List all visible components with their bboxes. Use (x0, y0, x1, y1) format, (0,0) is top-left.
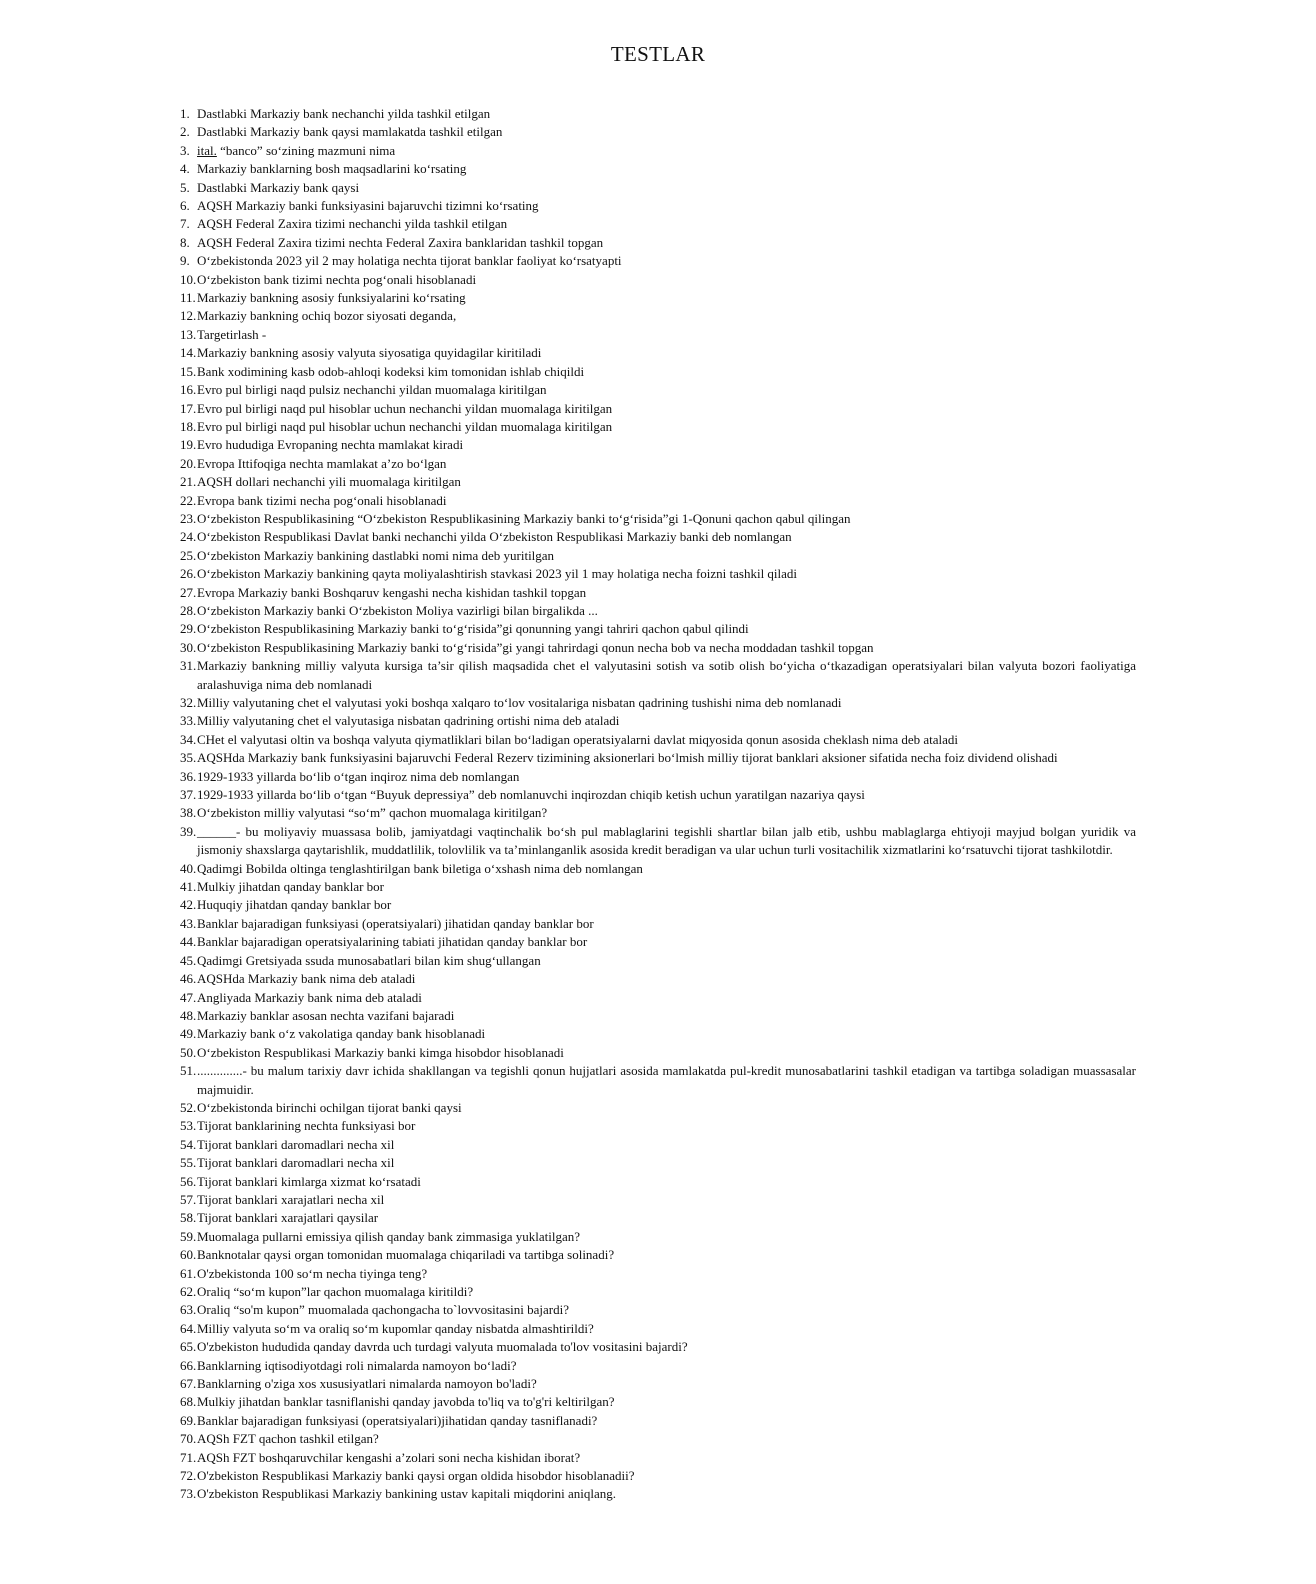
question-number: 67. (180, 1376, 197, 1392)
question-number: 46. (180, 971, 197, 987)
question-number: 56. (180, 1173, 197, 1189)
question-text: O‘zbekiston Respublikasining “O‘zbekiston Respublikasining Markaziy banki to‘g‘risida”gi 1-Qonuni qachon qabul qilingan (197, 510, 851, 526)
question-text: AQSh FZT qachon tashkil etilgan? (197, 1431, 379, 1447)
list-item (180, 1246, 1136, 1264)
list-item (180, 289, 1136, 307)
question-text: Qadimgi Gretsiyada ssuda munosabatlari bilan kim shug‘ullangan (197, 952, 541, 968)
question-text: Markaziy bankning milliy valyuta kursiga ta’sir qilish maqsadida chet el valyutasini sotish va sotib olish bo‘yicha o‘tkazadigan operatsiyalari bilan valyuta bozori faoliyatiga aralashuviga nima deb nomlanadi (197, 658, 1136, 692)
list-item (180, 1209, 1136, 1227)
question-text: Dastlabki Markaziy bank qaysi mamlakatda tashkil etilgan (197, 124, 503, 140)
list-item (180, 1062, 1136, 1099)
question-number: 24. (180, 529, 197, 545)
question-number: 55. (180, 1155, 197, 1171)
question-text: AQSH Markaziy banki funksiyasini bajaruvchi tizimni ko‘rsating (197, 198, 539, 214)
list-item (180, 1393, 1136, 1411)
list-item (180, 436, 1136, 454)
list-item (180, 1265, 1136, 1283)
question-prefix: ital. (197, 142, 217, 158)
list-item (180, 1320, 1136, 1338)
question-text: Evro pul birligi naqd pulsiz nechanchi yildan muomalaga kiritilgan (197, 382, 547, 398)
question-text: O‘zbekiston Respublikasining Markaziy banki to‘g‘risida”gi yangi tahrirdagi qonun necha bob va necha moddadan tashkil topgan (197, 639, 874, 655)
question-text: Evropa bank tizimi necha pog‘onali hisoblanadi (197, 492, 447, 508)
question-text: Evro pul birligi naqd pul hisoblar uchun nechanchi yildan muomalaga kiritilgan (197, 400, 613, 416)
list-item (180, 731, 1136, 749)
question-number: 19. (180, 437, 197, 453)
question-text: Markaziy bank o‘z vakolatiga qanday bank hisoblanadi (197, 1026, 486, 1042)
question-text: Markaziy bankning ochiq bozor siyosati deganda, (197, 308, 457, 324)
question-number: 63. (180, 1302, 197, 1318)
question-number: 61. (180, 1265, 197, 1281)
question-text: Mulkiy jihatdan banklar tasniflanishi qanday javobda to'liq va to'g'ri keltirilgan? (197, 1394, 615, 1410)
question-number: 43. (180, 915, 197, 931)
list-item (180, 234, 1136, 252)
question-text: O'zbekiston hududida qanday davrda uch turdagi valyuta muomalada to'lov vositasini bajardi? (197, 1339, 688, 1355)
question-text: Banklarning iqtisodiyotdagi roli nimalarda namoyon bo‘ladi? (197, 1357, 517, 1373)
list-item (180, 602, 1136, 620)
question-number: 51. (180, 1063, 197, 1079)
list-item (180, 1412, 1136, 1430)
question-text: O‘zbekiston Markaziy banki O‘zbekiston Moliya vazirligi bilan birgalikda ... (197, 602, 598, 618)
list-item (180, 105, 1136, 123)
list-item (180, 804, 1136, 822)
question-number: 17. (180, 400, 197, 416)
list-item (180, 1228, 1136, 1246)
question-text: Banklar bajaradigan funksiyasi (operatsiyalari) jihatidan qanday banklar bor (197, 915, 594, 931)
question-text: Tijorat banklari daromadlari necha xil (197, 1136, 395, 1152)
question-number: 18. (180, 418, 197, 434)
list-item (180, 1449, 1136, 1467)
question-text: Evropa Markaziy banki Boshqaruv kengashi necha kishidan tashkil topgan (197, 584, 587, 600)
question-text: Evropa Ittifoqiga nechta mamlakat a’zo bo‘lgan (197, 455, 447, 471)
list-item (180, 1301, 1136, 1319)
question-number: 32. (180, 695, 197, 710)
list-item (180, 197, 1136, 215)
question-number: 10. (180, 271, 197, 287)
list-item (180, 547, 1136, 565)
question-number: 73. (180, 1486, 197, 1502)
question-number: 30. (180, 639, 197, 655)
question-text: O‘zbekiston Respublikasi Davlat banki nechanchi yilda O‘zbekiston Respublikasi Markaziy banki deb nomlangan (197, 529, 792, 545)
question-number: 12. (180, 308, 197, 324)
question-number: 13. (180, 326, 197, 342)
question-text: O‘zbekiston Respublikasining Markaziy banki to‘g‘risida”gi qonunning yangi tahriri qachon qabul qilindi (197, 621, 749, 637)
question-number: 5. (180, 179, 190, 195)
question-text: 1929-1933 yillarda bo‘lib o‘tgan inqiroz nima deb nomlangan (197, 768, 520, 784)
question-text: AQSh FZT boshqaruvchilar kengashi a’zolari soni necha kishidan iborat? (197, 1449, 581, 1465)
question-number: 29. (180, 621, 197, 637)
page-title: TESTLAR (610, 42, 706, 66)
question-number: 69. (180, 1412, 197, 1428)
question-text: Milliy valyuta so‘m va oraliq so‘m kupomlar qanday nisbatda almashtirildi? (197, 1320, 594, 1336)
question-number: 33. (180, 713, 197, 729)
question-number: 34. (180, 731, 197, 747)
question-number: 21. (180, 474, 197, 490)
question-number: 27. (180, 584, 197, 600)
question-number: 36. (180, 768, 197, 784)
list-item (180, 749, 1136, 767)
question-text: ______- bu moliyaviy muassasa bolib, jamiyatdagi vaqtinchalik bo‘sh pul mablaglarini tegishli shartlar bilan jalb etib, ushbu mablaglarga ehtiyoji mayjud bolgan yuridik va jismoniy shaxslarga qaytarishlik, muddatlilik, tolovlilik va ta’minlanganlik asosida kredit beradigan va ular uchun turli vositachilik xizmatlarini ko‘rsatuvchi tijorat tashkilotdir. (197, 823, 1136, 858)
question-text-rest: “banco” so‘zining mazmuni nima (216, 142, 396, 158)
question-text: O‘zbekistonda birinchi ochilgan tijorat banki qaysi (197, 1099, 462, 1115)
list-item (180, 1099, 1136, 1117)
list-item (180, 1117, 1136, 1135)
list-item (180, 1025, 1136, 1043)
question-number: 37. (180, 787, 197, 803)
question-number: 3. (180, 142, 190, 158)
question-text: Targetirlash - (197, 326, 267, 342)
question-text: Dastlabki Markaziy bank nechanchi yilda tashkil etilgan (197, 106, 491, 121)
question-text: Oraliq “so'm kupon” muomalada qachongacha to`lovvositasini bajardi? (197, 1302, 570, 1318)
question-number: 42. (180, 897, 197, 913)
list-item (180, 786, 1136, 804)
question-number: 41. (180, 879, 197, 895)
list-item (180, 1191, 1136, 1209)
question-number: 2. (180, 124, 190, 140)
question-number: 11. (180, 290, 196, 306)
question-number: 26. (180, 566, 197, 582)
question-number: 70. (180, 1431, 197, 1447)
list-item (180, 160, 1136, 178)
question-number: 15. (180, 363, 197, 379)
list-item (180, 970, 1136, 988)
question-number: 72. (180, 1468, 197, 1484)
list-item (180, 179, 1136, 197)
list-item (180, 381, 1136, 399)
question-text: Tijorat banklari xarajatlari necha xil (197, 1191, 385, 1207)
question-text: O‘zbekiston bank tizimi nechta pog‘onali hisoblanadi (197, 271, 477, 287)
question-number: 54. (180, 1136, 197, 1152)
list-item (180, 565, 1136, 583)
question-text: O‘zbekiston Markaziy bankining dastlabki nomi nima deb yuritilgan (197, 547, 555, 563)
list-item (180, 1338, 1136, 1356)
question-number: 31. (180, 658, 197, 674)
question-number: 49. (180, 1026, 197, 1042)
question-number: 4. (180, 161, 190, 177)
question-number: 40. (180, 860, 197, 876)
list-item (180, 344, 1136, 362)
question-number: 57. (180, 1191, 197, 1207)
question-text: Markaziy banklar asosan nechta vazifani bajaradi (197, 1007, 455, 1023)
question-text: CHet el valyutasi oltin va boshqa valyuta qiymatliklari bilan bo‘ladigan operatsiyalarni davlat miqyosida qonun asosida cheklash nima deb ataladi (197, 731, 959, 747)
question-number: 66. (180, 1357, 197, 1373)
question-number: 23. (180, 510, 197, 526)
question-number: 8. (180, 234, 190, 250)
list-item (180, 1154, 1136, 1172)
list-item (180, 363, 1136, 381)
question-text: Markaziy banklarning bosh maqsadlarini ko‘rsating (197, 161, 467, 177)
question-number: 48. (180, 1007, 197, 1023)
question-text: Mulkiy jihatdan qanday banklar bor (197, 879, 385, 895)
question-text: AQSH Federal Zaxira tizimi nechta Federal Zaxira banklaridan tashkil topgan (197, 234, 604, 250)
question-number: 44. (180, 934, 197, 950)
questions-list (180, 105, 1136, 1504)
question-number: 50. (180, 1044, 197, 1060)
question-text: Milliy valyutaning chet el valyutasi yoki boshqa xalqaro to‘lov vositalariga nisbatan qadrining tushishi nima deb nomlanadi (197, 695, 842, 710)
question-text: Tijorat banklarining nechta funksiyasi bor (197, 1118, 416, 1134)
question-text: Huquqiy jihatdan qanday banklar bor (197, 897, 392, 913)
question-text: O‘zbekiston milliy valyutasi “so‘m” qachon muomalaga kiritilgan? (197, 805, 548, 821)
question-text: Oraliq “so‘m kupon”lar qachon muomalaga kiritildi? (197, 1284, 474, 1299)
question-number: 16. (180, 382, 197, 398)
question-text: O‘zbekistonda 2023 yil 2 may holatiga nechta tijorat banklar faoliyat ko‘rsatyapti (197, 253, 622, 269)
question-number: 35. (180, 750, 197, 766)
list-item (180, 768, 1136, 786)
list-item (180, 620, 1136, 638)
list-item (180, 1136, 1136, 1154)
list-item (180, 252, 1136, 270)
question-text: Milliy valyutaning chet el valyutasiga nisbatan qadrining ortishi nima deb ataladi (197, 713, 620, 729)
question-text: Muomalaga pullarni emissiya qilish qanday bank zimmasiga yuklatilgan? (197, 1228, 581, 1244)
question-text: Banknotalar qaysi organ tomonidan muomalaga chiqariladi va tartibga solinadi? (197, 1247, 615, 1263)
question-number: 60. (180, 1247, 197, 1263)
list-item (180, 418, 1136, 436)
list-item (180, 1430, 1136, 1448)
question-number: 45. (180, 952, 197, 968)
list-item (180, 123, 1136, 141)
question-number: 62. (180, 1284, 197, 1299)
list-item (180, 1485, 1136, 1503)
list-item (180, 933, 1136, 951)
question-number: 20. (180, 455, 197, 471)
question-text: AQSHda Markaziy bank funksiyasini bajaruvchi Federal Rezerv tizimining aksionerlari bo‘lmish milliy tijorat banklari aksioner sifatida necha foiz dividend olishadi (197, 750, 1058, 766)
list-item (180, 307, 1136, 325)
question-number: 1. (180, 106, 190, 121)
question-number: 65. (180, 1339, 197, 1355)
list-item (180, 1467, 1136, 1485)
question-number: 14. (180, 345, 197, 361)
list-item (180, 510, 1136, 528)
list-item (180, 989, 1136, 1007)
question-text: AQSH dollari nechanchi yili muomalaga kiritilgan (197, 474, 461, 490)
question-text: ..............- bu malum tarixiy davr ichida shakllangan va tegishli qonun hujjatlari asosida mamlakatda pul-kredit munosabatlarini tashkil etadigan va tartibga soladigan muassasalar majmuidir. (197, 1063, 1136, 1097)
question-text: Banklar bajaradigan funksiyasi (operatsiyalari)jihatidan qanday tasniflanadi? (197, 1412, 598, 1428)
list-item (180, 896, 1136, 914)
question-number: 52. (180, 1099, 197, 1115)
question-number: 64. (180, 1320, 197, 1336)
list-item (180, 1283, 1136, 1301)
question-number: 28. (180, 602, 197, 618)
list-item (180, 584, 1136, 602)
list-item (180, 878, 1136, 896)
list-item (180, 455, 1136, 473)
list-item (180, 657, 1136, 694)
list-item (180, 712, 1136, 730)
question-text: Tijorat banklari kimlarga xizmat ko‘rsatadi (197, 1173, 421, 1189)
list-item (180, 915, 1136, 933)
question-text: Dastlabki Markaziy bank qaysi (197, 179, 360, 195)
question-text: O'zbekistonda 100 so‘m necha tiyinga teng? (197, 1265, 428, 1281)
list-item (180, 271, 1136, 289)
list-item (180, 860, 1136, 878)
question-number: 25. (180, 547, 197, 563)
question-number: 6. (180, 198, 190, 214)
list-item (180, 142, 1136, 160)
question-number: 47. (180, 989, 197, 1005)
list-item (180, 1044, 1136, 1062)
list-item (180, 326, 1136, 344)
question-number: 38. (180, 805, 197, 821)
question-text: Tijorat banklari xarajatlari qaysilar (197, 1210, 379, 1226)
question-text: Qadimgi Bobilda oltinga tenglashtirilgan bank biletiga o‘xshash nima deb nomlangan (197, 860, 643, 876)
question-text: 1929-1933 yillarda bo‘lib o‘tgan “Buyuk depressiya” deb nomlanuvchi inqirozdan chiqib ketish uchun yaratilgan nazariya qaysi (197, 787, 865, 803)
question-number: 53. (180, 1118, 197, 1134)
list-item (180, 639, 1136, 657)
question-text: Markaziy bankning asosiy funksiyalarini ko‘rsating (197, 290, 466, 306)
list-item (180, 694, 1136, 712)
list-item (180, 1007, 1136, 1025)
list-item (180, 492, 1136, 510)
question-text: Evro pul birligi naqd pul hisoblar uchun nechanchi yildan muomalaga kiritilgan (197, 418, 613, 434)
question-text: Bank xodimining kasb odob-ahloqi kodeksi kim tomonidan ishlab chiqildi (197, 363, 585, 379)
list-item (180, 952, 1136, 970)
question-number: 71. (180, 1449, 197, 1465)
question-text: Tijorat banklari daromadlari necha xil (197, 1155, 395, 1171)
question-number: 39. (180, 823, 197, 839)
question-number: 58. (180, 1210, 197, 1226)
question-text: Banklar bajaradigan operatsiyalarining tabiati jihatidan qanday banklar bor (197, 934, 588, 950)
question-text (197, 142, 1136, 160)
question-text: O'zbekiston Respublikasi Markaziy banki qaysi organ oldida hisobdor hisoblanadii? (197, 1468, 635, 1484)
question-text: Evro hududiga Evropaning nechta mamlakat kiradi (197, 437, 464, 453)
question-text: AQSHda Markaziy bank nima deb ataladi (197, 971, 416, 987)
question-number: 9. (180, 253, 190, 269)
question-text: O‘zbekiston Markaziy bankining qayta moliyalashtirish stavkasi 2023 yil 1 may holatiga necha foizni tashkil qiladi (197, 566, 798, 582)
question-text: AQSH Federal Zaxira tizimi nechanchi yilda tashkil etilgan (197, 216, 508, 232)
question-text: Angliyada Markaziy bank nima deb ataladi (197, 989, 422, 1005)
question-number: 7. (180, 216, 190, 232)
list-item (180, 1173, 1136, 1191)
list-item (180, 473, 1136, 491)
question-text: Markaziy bankning asosiy valyuta siyosatiga quyidagilar kiritiladi (197, 345, 542, 361)
list-item (180, 528, 1136, 546)
list-item (180, 400, 1136, 418)
list-item (180, 1357, 1136, 1375)
list-item (180, 215, 1136, 233)
question-number: 22. (180, 492, 197, 508)
question-text: Banklarning o'ziga xos xususiyatlari nimalarda namoyon bo'ladi? (197, 1376, 537, 1392)
question-number: 68. (180, 1394, 197, 1410)
question-text: O'zbekiston Respublikasi Markaziy bankining ustav kapitali miqdorini aniqlang. (197, 1486, 616, 1502)
question-text: O‘zbekiston Respublikasi Markaziy banki kimga hisobdor hisoblanadi (197, 1044, 564, 1060)
list-item (180, 1375, 1136, 1393)
question-number: 59. (180, 1228, 197, 1244)
list-item (180, 823, 1136, 860)
